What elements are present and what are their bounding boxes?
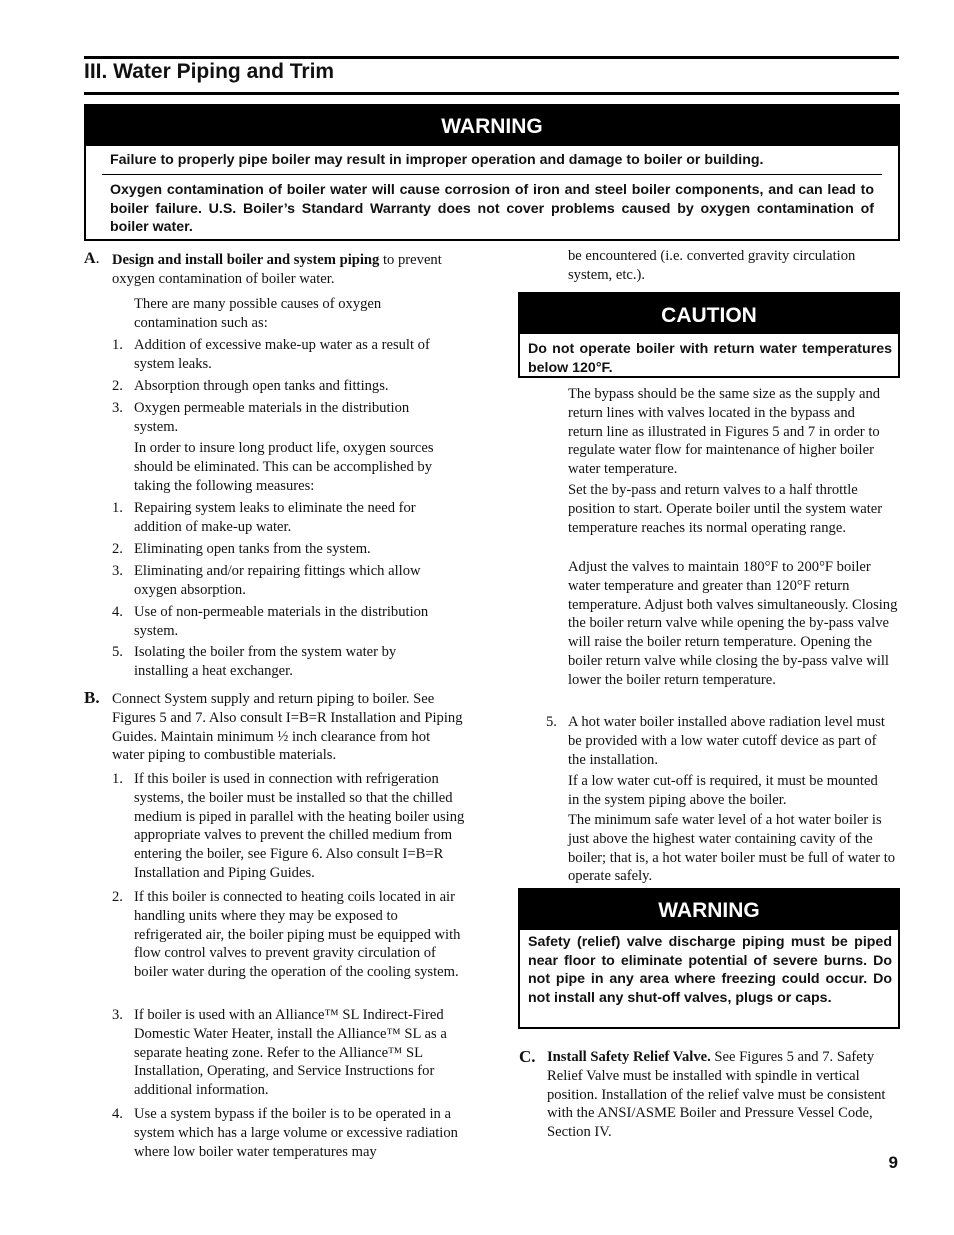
list-item: A hot water boiler installed above radiation level must be provided with a low water cutoff device as part of the installation. — [568, 714, 885, 768]
list-number: 1. — [112, 500, 123, 516]
list-item-continued: be encountered (i.e. converted gravity circulation system, etc.). — [568, 248, 856, 283]
list-item: Use of non-permeable materials in the distribution system. — [134, 604, 429, 639]
section-title: III. Water Piping and Trim — [84, 60, 335, 83]
section-c-lead-rest: See Figures 5 and 7. Safety Relief Valve must be installed with spindle in vertical position. Installation of the relief valve must be consistent with the ANSI/ASME Boiler and Pressure Vessel Code, Section IV. — [547, 1049, 886, 1141]
caution-heading: CAUTION — [520, 294, 898, 334]
section-b-letter: B. — [84, 688, 100, 707]
list-item: Isolating the boiler from the system water by installing a heat exchanger. — [134, 644, 397, 679]
section-a-letter: A. — [84, 250, 100, 267]
bypass-paragraph: Set the by-pass and return valves to a half throttle position to start. Operate boiler until the system water temperature reaches its normal operating range. — [568, 482, 883, 536]
warning-text-oxygen: Oxygen contamination of boiler water will cause corrosion of iron and steel boiler components, and can lead to boiler failure. U.S. Boiler’s Standard Warranty does not cover problems caused by oxygen contamination of boiler water. — [110, 182, 874, 236]
warning-box-oxygen — [84, 104, 900, 241]
list-number: 5. — [546, 714, 557, 730]
list-number: 3. — [112, 400, 123, 416]
item5-paragraph: If a low water cut-off is required, it must be mounted in the system piping above the boiler. — [568, 773, 878, 808]
section-c-letter: C. — [519, 1047, 536, 1066]
section-a-intro: There are many possible causes of oxygen contamination such as: — [134, 296, 382, 331]
list-item: Eliminating and/or repairing fittings which allow oxygen absorption. — [134, 563, 421, 598]
list-number: 2. — [112, 541, 123, 557]
list-item: Use a system bypass if the boiler is to be operated in a system which has a large volume or excessive radiation where low boiler water temperatures may — [134, 1106, 458, 1160]
warning-heading: WARNING — [86, 106, 898, 146]
bypass-paragraph: The bypass should be the same size as the supply and return lines with valves located in the bypass and return line as illustrated in Figures 5 and 7 in order to regulate water flow for maintenance of higher boiler water temperature. — [568, 386, 881, 478]
header-rule-bottom — [84, 92, 899, 95]
caution-text: Do not operate boiler with return water temperatures below 120°F. — [528, 341, 892, 376]
warning-box-relief — [518, 888, 900, 1029]
list-number: 3. — [112, 1007, 123, 1023]
section-c-lead-bold: Install Safety Relief Valve. — [547, 1049, 711, 1065]
list-number: 2. — [112, 889, 123, 905]
list-number: 4. — [112, 1106, 123, 1122]
page-number: 9 — [888, 1153, 898, 1172]
caution-box — [518, 292, 900, 378]
section-a-lead — [112, 251, 457, 289]
warning-text-relief: Safety (relief) valve discharge piping must be piped near floor to eliminate potential of severe burns. Do not pipe in any area where freezing could occur. Do not install any shut-off valves, plugs or caps. — [528, 934, 892, 1006]
list-number: 5. — [112, 644, 123, 660]
header-rule-top — [84, 56, 899, 59]
list-item: Eliminating open tanks from the system. — [134, 541, 371, 557]
warning-heading: WARNING — [520, 890, 898, 930]
list-item: Repairing system leaks to eliminate the need for addition of make-up water. — [134, 500, 416, 535]
list-number: 2. — [112, 378, 123, 394]
item5-paragraph: The minimum safe water level of a hot water boiler is just above the highest water containing cavity of the boiler; that is, a hot water boiler must be full of water to operate safely. — [568, 812, 896, 885]
list-item: Addition of excessive make-up water as a result of system leaks. — [134, 337, 430, 372]
section-a-middle: In order to insure long product life, oxygen sources should be eliminated. This can be accomplished by taking the following measures: — [134, 440, 434, 494]
section-a-lead-bold: Design and install boiler and system piping — [112, 252, 380, 268]
section-b-intro: Connect System supply and return piping to boiler. See Figures 5 and 7. Also consult I=B=R Installation and Piping Guides. Maintain minimum ½ inch clearance from hot water piping to combustible materials. — [112, 691, 463, 764]
list-number: 4. — [112, 604, 123, 620]
list-item: If this boiler is connected to heating coils located in air handling units where they may be exposed to refrigerated air, the boiler piping must be equipped with flow control valves to prevent gravity circulation of boiler water during the operation of the cooling system. — [134, 889, 461, 981]
list-item: If boiler is used with an Alliance™ SL Indirect-Fired Domestic Water Heater, install the Alliance™ SL as a separate heating zone. Refer to the Alliance™ SL Installation, Operating, and Service Instructions for additional information. — [134, 1007, 447, 1099]
list-number: 1. — [112, 337, 123, 353]
list-item: Absorption through open tanks and fittings. — [134, 378, 389, 394]
list-item: If this boiler is used in connection with refrigeration systems, the boiler must be installed so that the chilled medium is piped in parallel with the heating boiler using appropriate valves to prevent the chilled medium from entering the boiler, see Figure 6. Also consult I=B=R Installation and Piping Guides. — [134, 771, 465, 881]
list-number: 3. — [112, 563, 123, 579]
list-number: 1. — [112, 771, 123, 787]
list-item: Oxygen permeable materials in the distribution system. — [134, 400, 410, 435]
section-c-text — [547, 1048, 899, 1142]
bypass-paragraph: Adjust the valves to maintain 180°F to 200°F boiler water temperature and greater than 120°F return temperature. Adjust both valves simultaneously. Closing the boiler return valve while opening the by-pass valve will raise the boiler return temperature. Opening the boiler return valve while closing the by-pass valve will lower the boiler return temperature. — [568, 559, 898, 688]
section-a-lead-rest: to prevent oxygen contamination of boiler water. — [112, 252, 442, 287]
warning-text-piping: Failure to properly pipe boiler may result in improper operation and damage to boiler or building. — [110, 152, 764, 168]
